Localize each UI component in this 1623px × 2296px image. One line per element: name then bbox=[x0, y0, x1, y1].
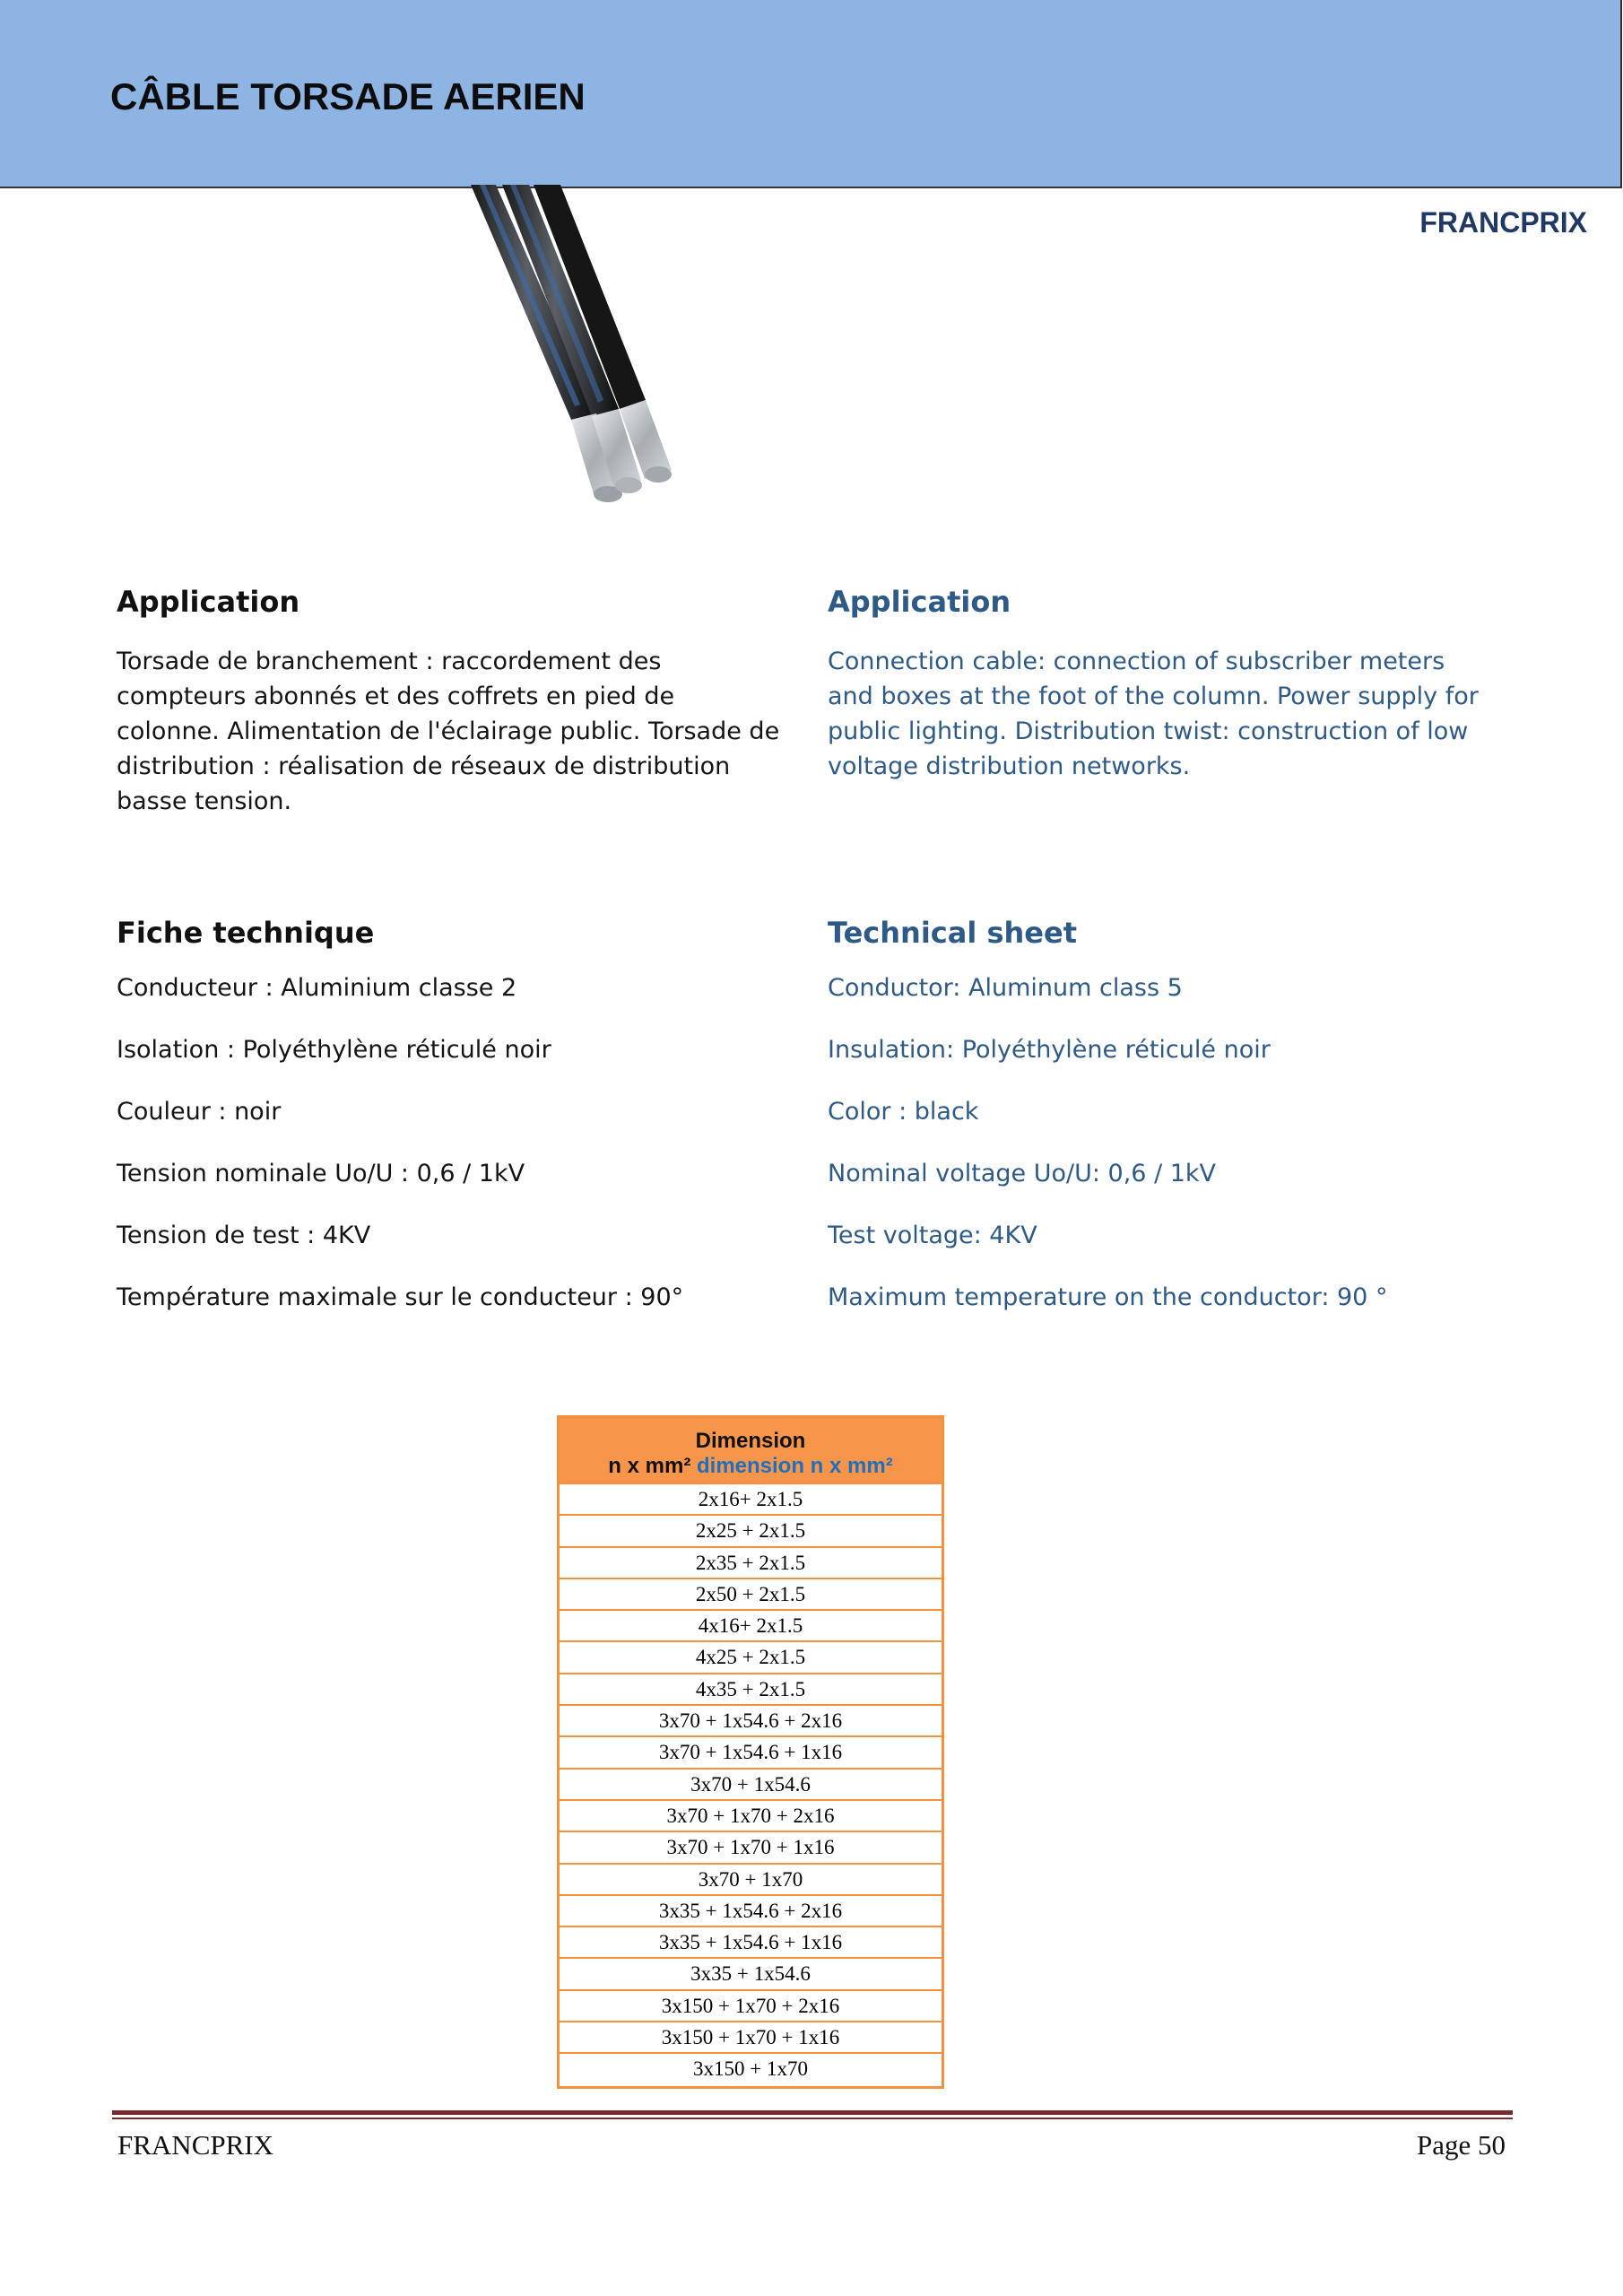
spec-item: Tension de test : 4KV bbox=[117, 1222, 371, 1249]
technical-heading-en: Technical sheet bbox=[828, 916, 1077, 950]
spec-item: Température maximale sur le conducteur : 90° bbox=[117, 1283, 684, 1311]
table-row: 3x70 + 1x54.6 bbox=[560, 1770, 942, 1801]
table-row: 3x150 + 1x70 bbox=[693, 2057, 808, 2081]
table-row: 3x150 + 1x70 + 2x16 bbox=[560, 1991, 942, 2022]
spec-item: Nominal voltage Uo/U: 0,6 / 1kV bbox=[828, 1160, 1217, 1187]
spec-item: Conductor: Aluminum class 5 bbox=[828, 974, 1183, 1002]
footer-divider-thin bbox=[112, 2118, 1513, 2119]
spec-item: Insulation: Polyéthylène réticulé noir bbox=[828, 1036, 1271, 1064]
application-en bbox=[828, 585, 1491, 784]
header-band bbox=[0, 0, 1622, 188]
dimension-table-body bbox=[560, 1484, 942, 2086]
table-row: 3x35 + 1x54.6 bbox=[560, 1959, 942, 1990]
table-row: 3x35 + 1x54.6 + 2x16 bbox=[560, 1896, 942, 1927]
table-row: 2x50 + 2x1.5 bbox=[560, 1579, 942, 1611]
footer-divider bbox=[112, 2110, 1513, 2115]
table-row: 3x70 + 1x54.6 + 2x16 bbox=[560, 1706, 942, 1737]
dimension-table bbox=[557, 1415, 944, 2089]
dimension-header-unit-en: dimension n x mm² bbox=[696, 1454, 893, 1478]
application-heading-en: Application bbox=[828, 585, 1011, 619]
technical-fr bbox=[117, 916, 780, 1346]
spec-item: Conducteur : Aluminium classe 2 bbox=[117, 974, 517, 1002]
footer-brand: FRANCPRIX bbox=[117, 2129, 273, 2161]
application-text-en: Connection cable: connection of subscriber meters and boxes at the foot of the column. Power supply for public lighting. Distribution twist: construction of low voltage distribution networks. bbox=[828, 648, 1479, 780]
table-row: 3x70 + 1x70 + 2x16 bbox=[560, 1801, 942, 1832]
spec-item: Test voltage: 4KV bbox=[828, 1222, 1037, 1249]
cable-photo bbox=[453, 185, 758, 544]
table-row: 3x70 + 1x70 bbox=[560, 1865, 942, 1896]
table-row: 3x70 + 1x70 + 1x16 bbox=[560, 1832, 942, 1864]
technical-heading-fr: Fiche technique bbox=[117, 916, 375, 950]
table-row: 4x35 + 2x1.5 bbox=[560, 1674, 942, 1706]
table-row: 3x35 + 1x54.6 + 1x16 bbox=[560, 1927, 942, 1959]
spec-item: Color : black bbox=[828, 1098, 979, 1126]
table-row: 2x25 + 2x1.5 bbox=[560, 1516, 942, 1547]
technical-en bbox=[828, 916, 1491, 1346]
brand-name: FRANCPRIX bbox=[1419, 206, 1587, 239]
spec-item: Isolation : Polyéthylène réticulé noir bbox=[117, 1036, 551, 1064]
table-row: 3x70 + 1x54.6 + 1x16 bbox=[560, 1737, 942, 1769]
spec-item: Couleur : noir bbox=[117, 1098, 282, 1126]
table-row: 4x16+ 2x1.5 bbox=[560, 1611, 942, 1642]
application-heading-fr: Application bbox=[117, 585, 300, 619]
dimension-header-unit-fr: n x mm² bbox=[608, 1454, 691, 1478]
application-fr bbox=[117, 585, 780, 819]
spec-item: Tension nominale Uo/U : 0,6 / 1kV bbox=[117, 1160, 525, 1187]
application-text-fr: Torsade de branchement : raccordement des compteurs abonnés et des coffrets en pied de colonne. Alimentation de l'éclairage public. Torsade de distribution : réalisation de réseaux de distribution basse tension. bbox=[117, 648, 780, 815]
document-title: CÂBLE TORSADE AERIEN bbox=[110, 75, 586, 117]
page-number: Page 50 bbox=[1416, 2129, 1506, 2161]
table-row: 2x35 + 2x1.5 bbox=[560, 1548, 942, 1579]
dimension-header-title: Dimension bbox=[695, 1429, 806, 1453]
table-row: 4x25 + 2x1.5 bbox=[560, 1642, 942, 1674]
dimension-table-header bbox=[560, 1418, 942, 1484]
spec-item: Maximum temperature on the conductor: 90 ° bbox=[828, 1283, 1388, 1311]
table-row: 3x150 + 1x70 + 1x16 bbox=[560, 2022, 942, 2054]
table-row: 2x16+ 2x1.5 bbox=[560, 1484, 942, 1516]
